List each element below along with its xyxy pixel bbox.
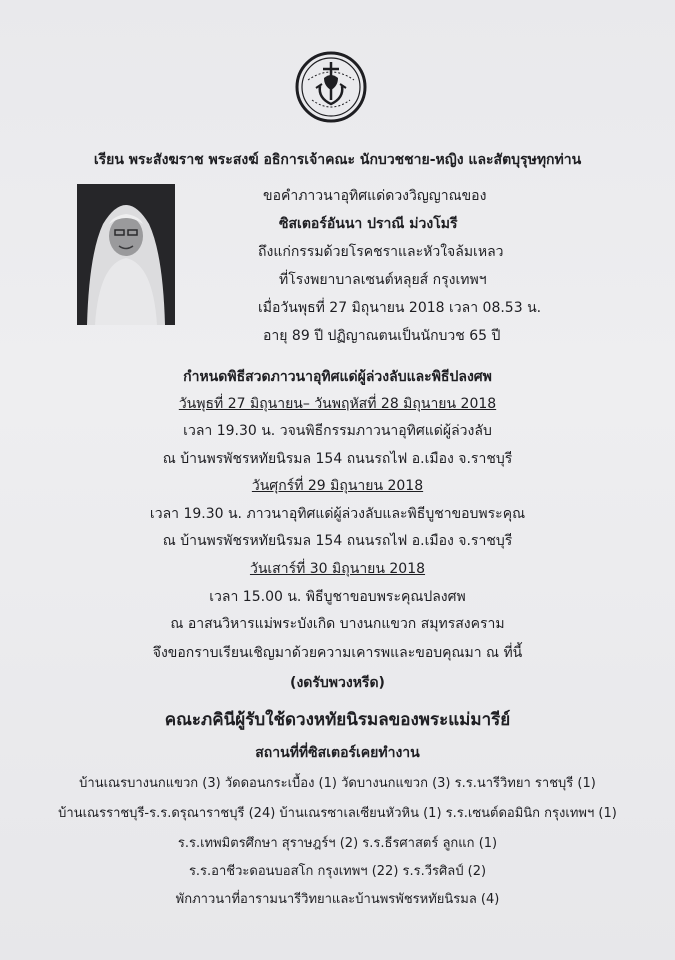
day1-date: วันพุธที่ 27 มิถุนายน– วันพฤหัสที่ 28 มิถุนายน 2018 xyxy=(178,396,497,412)
work-places-line-5: พักภาวนาที่อารามนารีวิทยาและบ้านพรพัชรหทัยนิรมล (4) xyxy=(175,892,500,907)
request-prayer-line: ขอคำภาวนาอุทิศแด่ดวงวิญญาณของ xyxy=(263,188,487,204)
nun-portrait-photo xyxy=(77,184,175,325)
work-places-heading: สถานที่ที่ซิสเตอร์เคยทำงาน xyxy=(255,745,420,761)
day2-date: วันศุกร์ที่ 29 มิถุนายน 2018 xyxy=(251,478,424,494)
work-places-line-4: ร.ร.อาชีวะดอนบอสโก กรุงเทพฯ (22) ร.ร.วีรศิลป์ (2) xyxy=(188,864,487,879)
day1-time: เวลา 19.30 น. วจนพิธีกรรมภาวนาอุทิศแด่ผู้ล่วงลับ xyxy=(183,423,492,439)
age-line: อายุ 89 ปี ปฏิญาณตนเป็นนักบวช 65 ปี xyxy=(263,328,501,344)
invitation-line: จึงขอกราบเรียนเชิญมาด้วยความเคารพและขอบคุณมา ณ ที่นี้ xyxy=(152,645,523,661)
hospital-line: ที่โรงพยาบาลเซนต์หลุยส์ กรุงเทพฯ xyxy=(279,272,487,288)
deceased-name: ซิสเตอร์อันนา ปราณี ม่วงโมรี xyxy=(279,216,458,232)
day3-date: วันเสาร์ที่ 30 มิถุนายน 2018 xyxy=(249,561,426,577)
work-places-line-2: บ้านเณรราชบุรี-ร.ร.ดรุณาราชบุรี (24) บ้านเณรซาเลเซียนหัวหิน (1) ร.ร.เซนต์ดอมินิก กรุงเทพฯ (1) xyxy=(58,806,617,821)
day1-place: ณ บ้านพรพัชรหทัยนิรมล 154 ถนนรถไฟ อ.เมือง จ.ราชบุรี xyxy=(162,451,513,467)
day2-time: เวลา 19.30 น. ภาวนาอุทิศแด่ผู้ล่วงลับและพิธีบูชาขอบพระคุณ xyxy=(149,506,526,522)
salutation: เรียน พระสังฆราช พระสงฆ์ อธิการเจ้าคณะ นักบวชชาย-หญิง และสัตบุรุษทุกท่าน xyxy=(93,152,582,168)
day2-place: ณ บ้านพรพัชรหทัยนิรมล 154 ถนนรถไฟ อ.เมือง จ.ราชบุรี xyxy=(162,533,513,549)
day3-place: ณ อาสนวิหารแม่พระบังเกิด บางนกแขวก สมุทรสงคราม xyxy=(170,616,505,632)
work-places-line-3: ร.ร.เทพมิตรศึกษา สุราษฎร์ฯ (2) ร.ร.ธีรศาสตร์ ลูกแก (1) xyxy=(177,836,498,851)
cause-of-death: ถึงแก่กรรมด้วยโรคชราและหัวใจล้มเหลว xyxy=(258,244,504,260)
congregation-name: คณะภคินีผู้รับใช้ดวงหทัยนิรมลของพระแม่มารีย์ xyxy=(164,710,511,730)
work-places-line-1: บ้านเณรบางนกแขวก (3) วัดดอนกระเบื้อง (1) วัดบางนกแขวก (3) ร.ร.นารีวิทยา ราชบุรี (1) xyxy=(79,776,596,791)
no-wreath-note: (งดรับพวงหรีด) xyxy=(290,675,385,691)
date-of-death: เมื่อวันพุธที่ 27 มิถุนายน 2018 เวลา 08.53 น. xyxy=(258,300,542,316)
day3-time: เวลา 15.00 น. พิธีบูชาขอบพระคุณปลงศพ xyxy=(209,589,466,605)
schedule-heading: กำหนดพิธีสวดภาวนาอุทิศแด่ผู้ล่วงลับและพิธีปลงศพ xyxy=(183,369,492,385)
congregation-emblem-icon xyxy=(294,50,368,124)
